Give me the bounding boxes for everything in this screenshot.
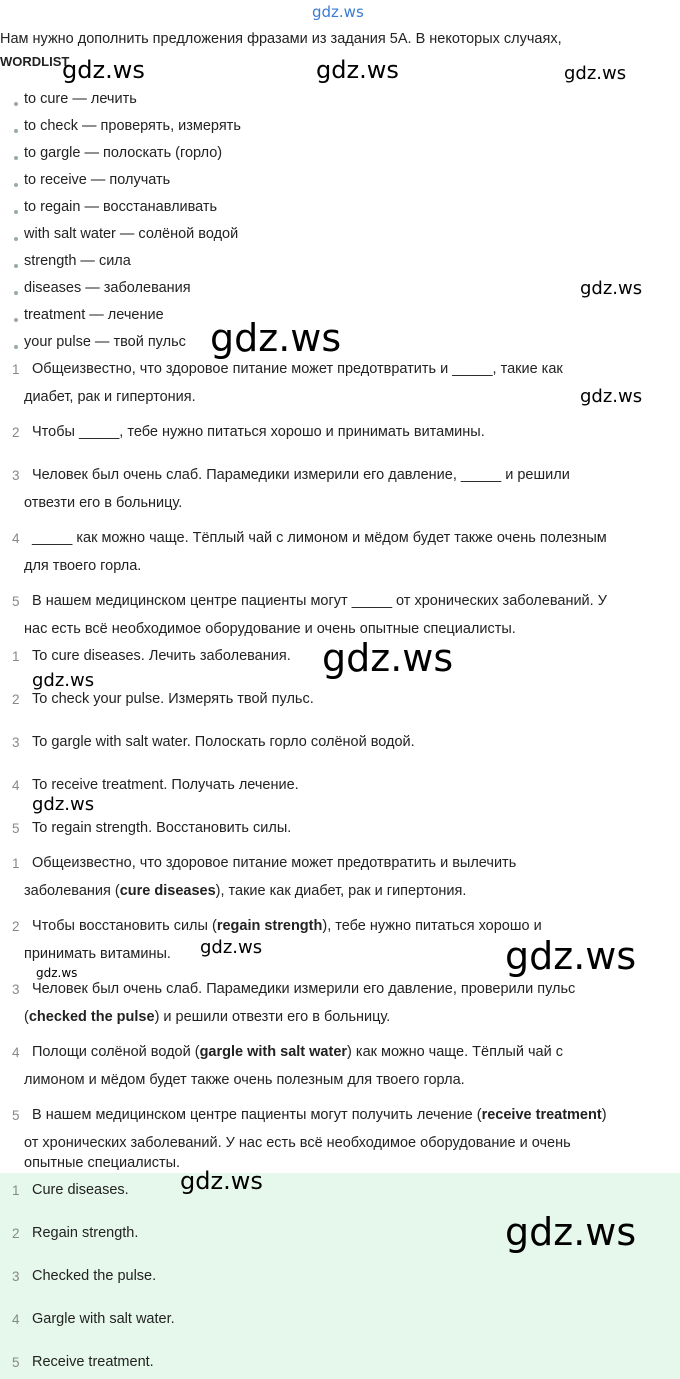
watermark: gdz.ws (564, 63, 627, 84)
completed-line: Общеизвестно, что здоровое питание может предотвратить и вылечить (32, 855, 517, 871)
item-number: 4 (12, 1312, 20, 1327)
completed-line: опытные специалисты. (24, 1155, 181, 1171)
answer-line: Regain strength. (32, 1225, 139, 1241)
answer-phrase: receive treatment (481, 1107, 602, 1123)
watermark: gdz.ws (580, 386, 643, 407)
item-number: 5 (12, 1108, 20, 1123)
item-number: 2 (12, 692, 20, 707)
item-number: 2 (12, 1226, 20, 1241)
item-number: 4 (12, 531, 20, 546)
task-sentence-line: _____ как можно чаще. Тёплый чай с лимоном и мёдом будет также очень полезным (32, 530, 607, 546)
completed-line: Человек был очень слаб. Парамедики измерили его давление, проверили пульс (32, 981, 576, 997)
completed-line: заболевания (cure diseases), такие как диабет, рак и гипертония. (24, 883, 467, 899)
task-sentence-line: нас есть всё необходимое оборудование и очень опытные специалисты. (24, 621, 516, 637)
item-number: 1 (12, 856, 20, 871)
completed-line: В нашем медицинском центре пациенты могут получить лечение (receive treatment) (32, 1107, 607, 1123)
wordlist-item: to cure — лечить (24, 91, 137, 107)
site-logo[interactable]: gdz.ws (312, 3, 364, 21)
phrase-line: To regain strength. Восстановить силы. (32, 820, 292, 836)
phrase-line: To gargle with salt water. Полоскать горло солёной водой. (32, 734, 415, 750)
wordlist-item: treatment — лечение (24, 307, 164, 323)
wordlist-item: diseases — заболевания (24, 280, 191, 296)
answer-line: Cure diseases. (32, 1182, 129, 1198)
wordlist-item: to check — проверять, измерять (24, 118, 241, 134)
bullet-icon (14, 345, 18, 349)
watermark: gdz.ws (505, 1210, 637, 1254)
watermark: gdz.ws (200, 937, 263, 958)
wordlist-item: with salt water — солёной водой (24, 226, 239, 242)
watermark: gdz.ws (316, 56, 399, 84)
answer-phrase: regain strength (216, 918, 323, 934)
watermark: gdz.ws (36, 966, 78, 980)
item-number: 1 (12, 362, 20, 377)
answer-line: Gargle with salt water. (32, 1311, 175, 1327)
bullet-icon (14, 129, 18, 133)
item-number: 5 (12, 821, 20, 836)
task-sentence-line: В нашем медицинском центре пациенты могут _____ от хронических заболеваний. У (32, 593, 607, 609)
item-number: 1 (12, 649, 20, 664)
item-number: 3 (12, 735, 20, 750)
bullet-icon (14, 183, 18, 187)
completed-line: Полощи солёной водой (gargle with salt water) как можно чаще. Тёплый чай с (32, 1044, 563, 1060)
completed-line: лимоном и мёдом будет также очень полезным для твоего горла. (24, 1072, 465, 1088)
watermark: gdz.ws (62, 56, 145, 84)
item-number: 1 (12, 1183, 20, 1198)
task-sentence-line: отвезти его в больницу. (24, 495, 183, 511)
bullet-icon (14, 318, 18, 322)
item-number: 4 (12, 778, 20, 793)
item-number: 5 (12, 594, 20, 609)
item-number: 3 (12, 468, 20, 483)
item-number: 4 (12, 1045, 20, 1060)
bullet-icon (14, 264, 18, 268)
bullet-icon (14, 156, 18, 160)
item-number: 5 (12, 1355, 20, 1370)
completed-line: (checked the pulse) и решили отвезти его в больницу. (24, 1009, 391, 1025)
wordlist-item: to regain — восстанавливать (24, 199, 218, 215)
watermark: gdz.ws (210, 316, 342, 360)
watermark: gdz.ws (32, 794, 95, 815)
completed-line: принимать витамины. (24, 946, 171, 962)
phrase-line: To receive treatment. Получать лечение. (32, 777, 299, 793)
wordlist-item: strength — сила (24, 253, 131, 269)
watermark: gdz.ws (322, 636, 454, 680)
task-sentence-line: Чтобы _____, тебе нужно питаться хорошо и принимать витамины. (32, 424, 485, 440)
bullet-icon (14, 237, 18, 241)
answer-line: Receive treatment. (32, 1354, 154, 1370)
wordlist-item: to gargle — полоскать (горло) (24, 145, 223, 161)
watermark: gdz.ws (180, 1167, 263, 1195)
answer-line: Checked the pulse. (32, 1268, 157, 1284)
task-sentence-line: Общеизвестно, что здоровое питание может предотвратить и _____, такие как (32, 361, 563, 377)
item-number: 2 (12, 919, 20, 934)
item-number: 3 (12, 1269, 20, 1284)
completed-line: Чтобы восстановить силы (regain strength), тебе нужно питаться хорошо и (32, 918, 542, 934)
task-sentence-line: для твоего горла. (24, 558, 142, 574)
intro-text: Нам нужно дополнить предложения фразами из задания 5А. В некоторых случаях, (0, 31, 562, 47)
watermark: gdz.ws (505, 934, 637, 978)
answer-phrase: gargle with salt water (199, 1044, 348, 1060)
item-number: 3 (12, 982, 20, 997)
wordlist-item: your pulse — твой пульс (24, 334, 186, 350)
watermark: gdz.ws (580, 278, 643, 299)
watermark: gdz.ws (32, 670, 95, 691)
wordlist-item: to receive — получать (24, 172, 171, 188)
bullet-icon (14, 102, 18, 106)
wordlist-heading: WORDLIST (0, 54, 70, 69)
phrase-line: To check your pulse. Измерять твой пульс. (32, 691, 314, 707)
task-sentence-line: диабет, рак и гипертония. (24, 389, 196, 405)
bullet-icon (14, 291, 18, 295)
phrase-line: To cure diseases. Лечить заболевания. (32, 648, 291, 664)
completed-line: от хронических заболеваний. У нас есть всё необходимое оборудование и очень (24, 1135, 571, 1151)
answer-phrase: checked the pulse (28, 1009, 155, 1025)
task-sentence-line: Человек был очень слаб. Парамедики измерили его давление, _____ и решили (32, 467, 570, 483)
answer-phrase: cure diseases (119, 883, 216, 899)
bullet-icon (14, 210, 18, 214)
item-number: 2 (12, 425, 20, 440)
